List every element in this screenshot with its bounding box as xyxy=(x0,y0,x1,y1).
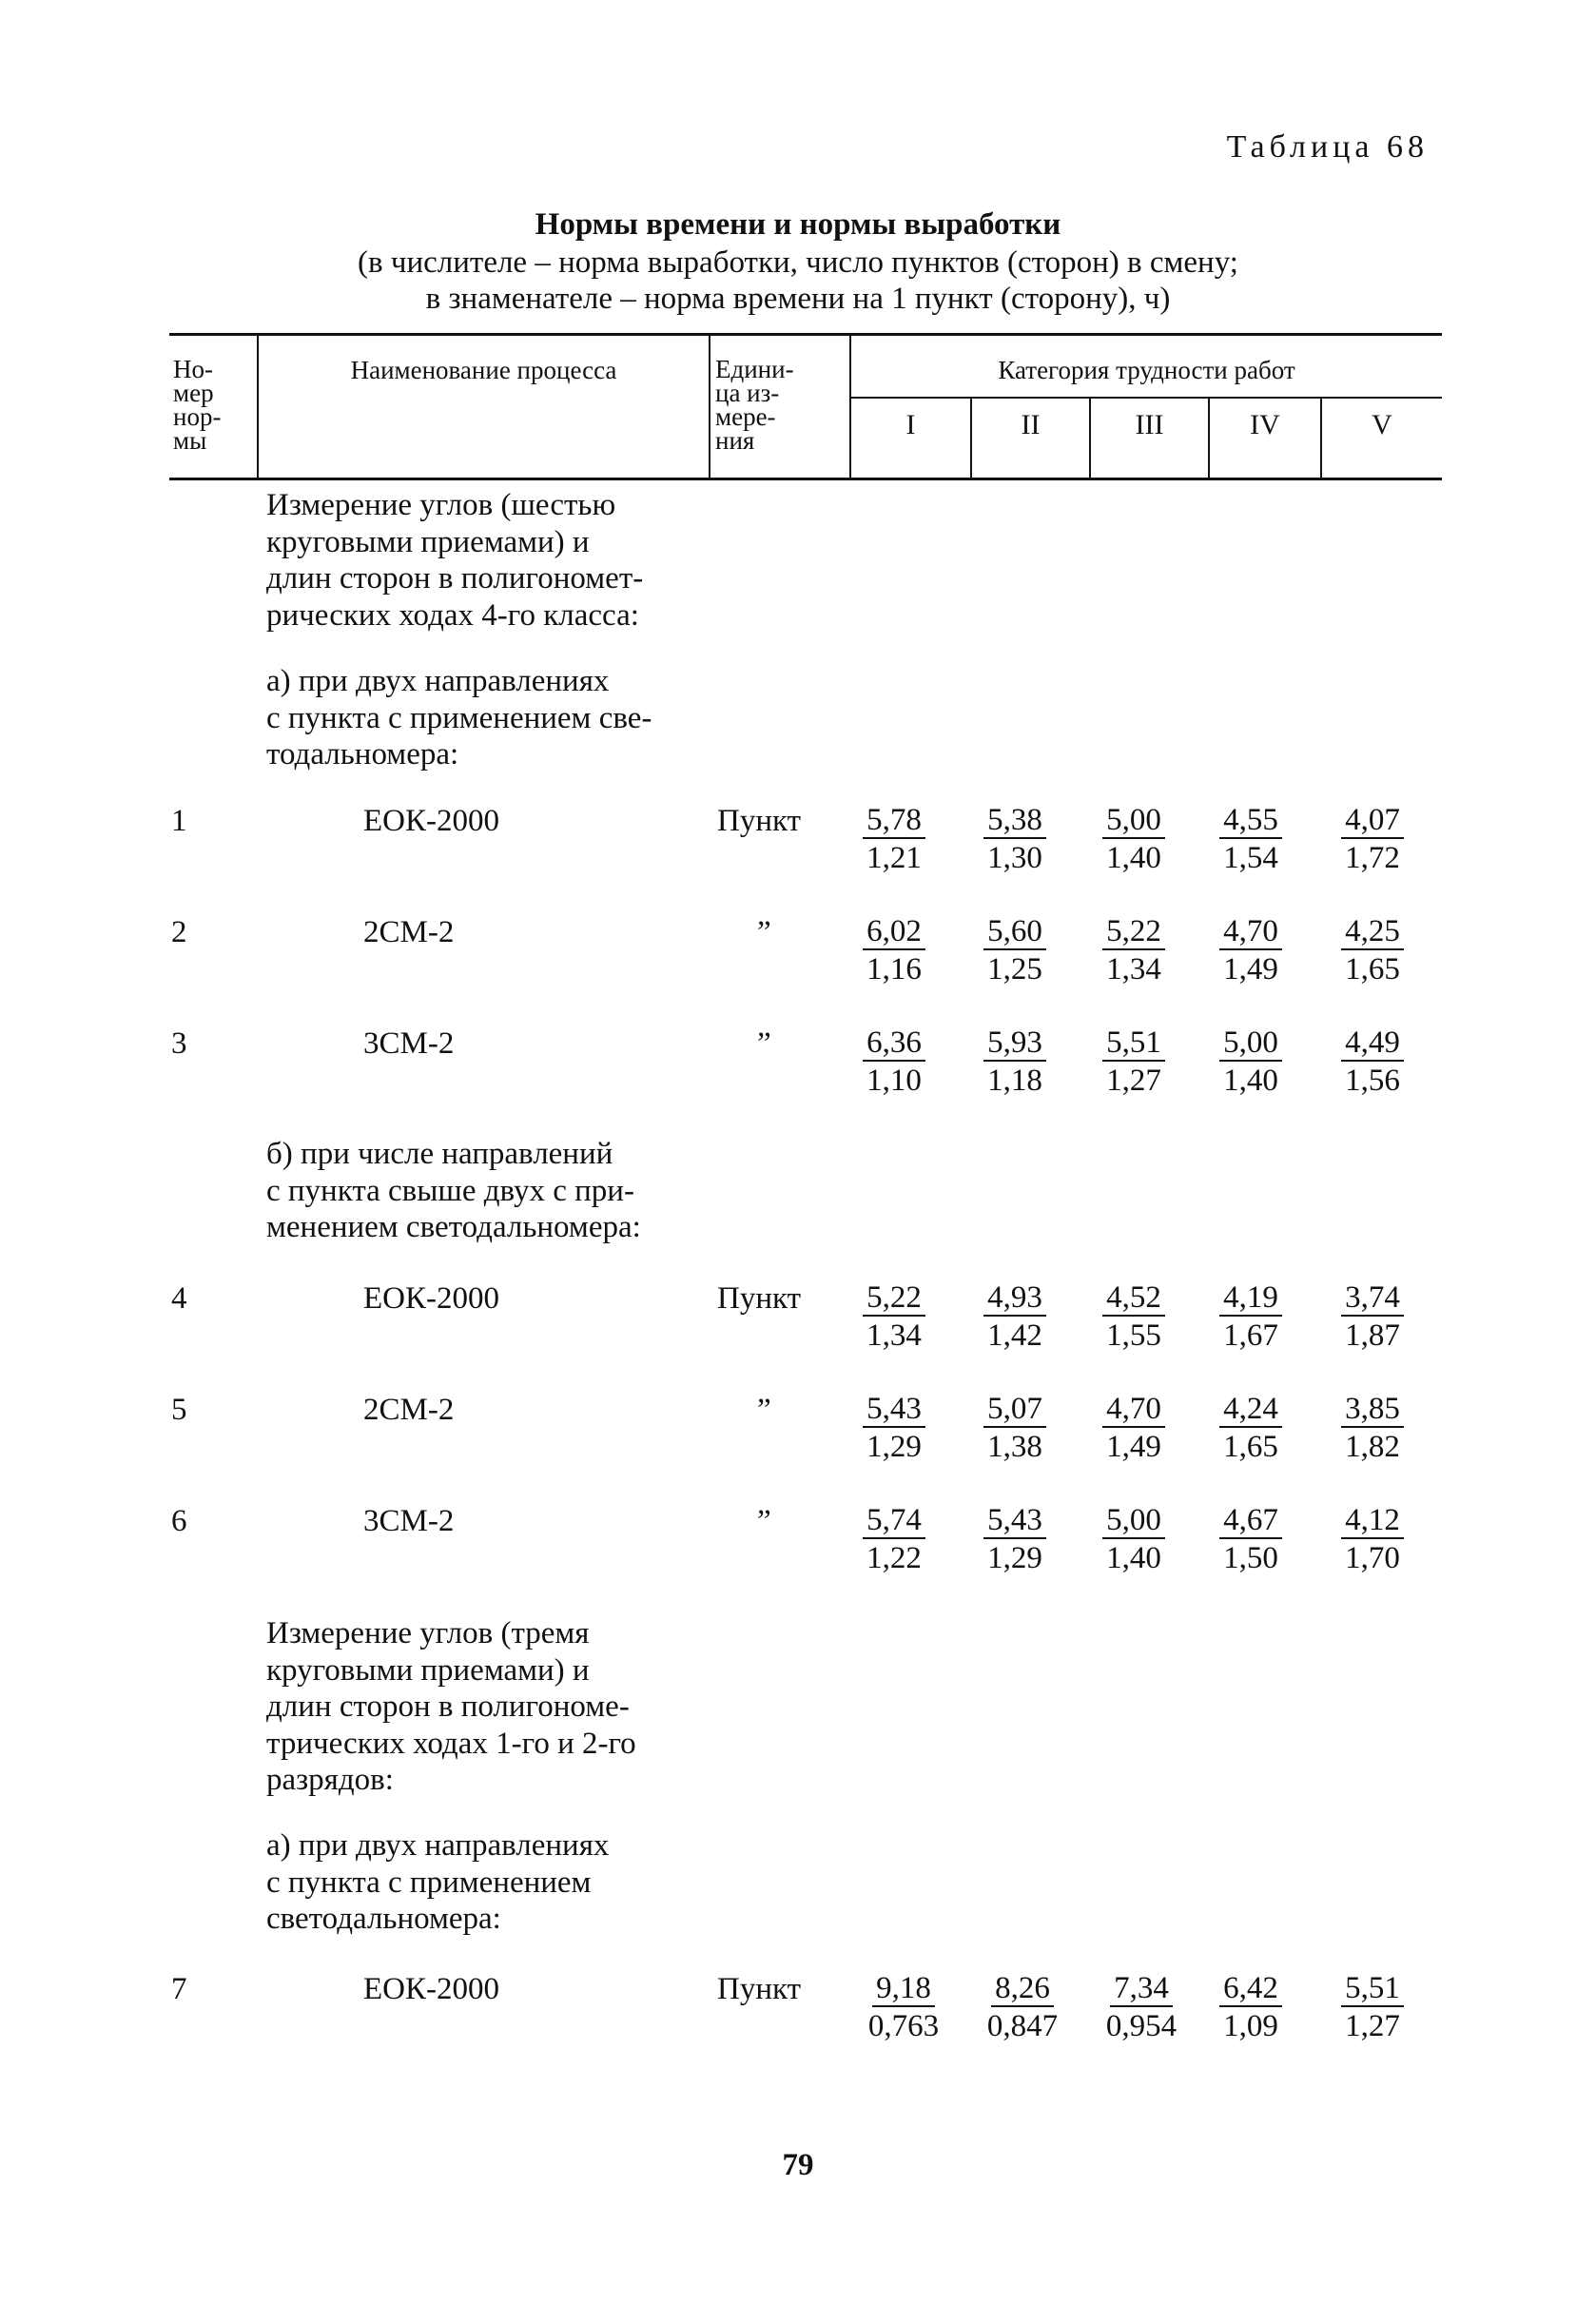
time-norm: 0,763 xyxy=(867,2009,940,2043)
output-norm: 5,51 xyxy=(1341,1971,1404,2007)
time-norm: 0,954 xyxy=(1105,2009,1178,2043)
output-norm: 5,43 xyxy=(863,1392,925,1428)
output-norm: 7,34 xyxy=(1110,1971,1173,2007)
row-process-name: ЕОК-2000 xyxy=(363,804,499,838)
value-cell xyxy=(1315,1279,1430,1355)
output-norm: 4,25 xyxy=(1341,914,1404,950)
output-norm: 4,12 xyxy=(1341,1503,1404,1539)
time-norm: 1,54 xyxy=(1223,841,1278,875)
row-process-name: 3СМ-2 xyxy=(363,1504,455,1538)
page-number: 79 xyxy=(782,2148,814,2182)
section-heading: Измерение углов (тремя круговыми приемами) и длин сторон в полигономе- трических ходах 1-го и 2-го разрядов: xyxy=(266,1616,636,1797)
header-process-name: Наименование процесса xyxy=(350,356,617,384)
time-norm: 1,50 xyxy=(1223,1541,1278,1575)
value-cell xyxy=(1077,1279,1191,1355)
row-process-name: 3СМ-2 xyxy=(363,1026,455,1061)
row-process-name: ЕОК-2000 xyxy=(363,1281,499,1316)
time-norm: 1,67 xyxy=(1223,1318,1278,1353)
output-norm: 5,93 xyxy=(983,1025,1046,1062)
value-cell xyxy=(1194,1969,1308,2045)
time-norm: 1,21 xyxy=(866,841,922,875)
time-norm: 1,38 xyxy=(987,1430,1042,1464)
value-cell xyxy=(1077,1390,1191,1466)
output-norm: 4,52 xyxy=(1102,1280,1165,1317)
value-cell xyxy=(1194,1024,1308,1100)
time-norm: 1,87 xyxy=(1345,1318,1400,1353)
header-category-i: I xyxy=(905,409,916,440)
value-cell xyxy=(1194,1390,1308,1466)
output-norm: 5,43 xyxy=(983,1503,1046,1539)
time-norm: 1,34 xyxy=(866,1318,922,1353)
output-norm: 5,00 xyxy=(1219,1025,1282,1062)
time-norm: 1,40 xyxy=(1106,841,1161,875)
header-col-divider xyxy=(709,335,710,478)
output-norm: 6,42 xyxy=(1219,1971,1282,2007)
value-cell xyxy=(1077,1501,1191,1577)
header-category-iii: III xyxy=(1135,409,1164,440)
output-norm: 5,38 xyxy=(983,803,1046,839)
output-norm: 4,70 xyxy=(1102,1392,1165,1428)
time-norm: 1,56 xyxy=(1345,1064,1400,1098)
row-process-name: ЕОК-2000 xyxy=(363,1972,499,2006)
value-cell xyxy=(1315,1390,1430,1466)
row-unit: ” xyxy=(757,1393,771,1427)
value-cell xyxy=(958,1279,1072,1355)
output-norm: 4,67 xyxy=(1219,1503,1282,1539)
table-top-rule xyxy=(169,333,1442,336)
value-cell xyxy=(1315,1969,1430,2045)
output-norm: 4,49 xyxy=(1341,1025,1404,1062)
output-norm: 6,02 xyxy=(863,914,925,950)
subsection-heading: б) при числе направлений с пункта свыше двух с при- менением светодальномера: xyxy=(266,1137,641,1244)
row-number: 5 xyxy=(171,1393,187,1427)
time-norm: 1,22 xyxy=(866,1541,922,1575)
value-cell xyxy=(1194,1501,1308,1577)
value-cell xyxy=(958,801,1072,877)
value-cell xyxy=(1315,912,1430,988)
table-number: Таблица 68 xyxy=(1226,129,1429,165)
time-norm: 1,82 xyxy=(1345,1430,1400,1464)
row-number: 2 xyxy=(171,915,187,949)
row-number: 1 xyxy=(171,804,187,838)
value-cell xyxy=(958,1390,1072,1466)
time-norm: 1,29 xyxy=(866,1430,922,1464)
value-cell xyxy=(842,1969,965,2045)
row-unit: ” xyxy=(757,915,771,949)
value-cell xyxy=(837,801,951,877)
table-subtitle-denominator: в знаменателе – норма времени на 1 пункт (сторону), ч) xyxy=(425,282,1171,316)
time-norm: 1,16 xyxy=(866,952,922,986)
output-norm: 4,24 xyxy=(1219,1392,1282,1428)
row-unit: Пункт xyxy=(717,804,802,838)
time-norm: 1,27 xyxy=(1345,2009,1400,2043)
time-norm: 1,65 xyxy=(1345,952,1400,986)
subsection-heading: а) при двух направлениях с пункта с применением све- тодальномера: xyxy=(266,664,652,771)
value-cell xyxy=(1194,1279,1308,1355)
row-process-name: 2СМ-2 xyxy=(363,915,455,949)
value-cell xyxy=(958,1024,1072,1100)
value-cell xyxy=(837,1390,951,1466)
output-norm: 4,19 xyxy=(1219,1280,1282,1317)
value-cell xyxy=(837,912,951,988)
output-norm: 8,26 xyxy=(991,1971,1054,2007)
time-norm: 1,40 xyxy=(1106,1541,1161,1575)
output-norm: 5,00 xyxy=(1102,1503,1165,1539)
output-norm: 5,51 xyxy=(1102,1025,1165,1062)
output-norm: 4,70 xyxy=(1219,914,1282,950)
table-title: Нормы времени и нормы выработки xyxy=(535,207,1061,242)
row-unit: Пункт xyxy=(717,1281,802,1316)
row-number: 7 xyxy=(171,1972,187,2006)
table-subtitle-numerator: (в числителе – норма выработки, число пунктов (сторон) в смену; xyxy=(358,245,1238,280)
row-number: 6 xyxy=(171,1504,187,1538)
time-norm: 1,72 xyxy=(1345,841,1400,875)
time-norm: 1,18 xyxy=(987,1064,1042,1098)
time-norm: 1,30 xyxy=(987,841,1042,875)
time-norm: 1,25 xyxy=(987,952,1042,986)
value-cell xyxy=(961,1969,1084,2045)
header-category-v: V xyxy=(1372,409,1392,440)
time-norm: 1,40 xyxy=(1223,1064,1278,1098)
header-col-divider xyxy=(849,335,851,478)
value-cell xyxy=(1077,801,1191,877)
row-number: 4 xyxy=(171,1281,187,1316)
output-norm: 6,36 xyxy=(863,1025,925,1062)
header-unit: Едини- ца из- мере- ния xyxy=(715,355,794,455)
value-cell xyxy=(837,1501,951,1577)
row-unit: Пункт xyxy=(717,1972,802,2006)
time-norm: 1,65 xyxy=(1223,1430,1278,1464)
subsection-heading: а) при двух направлениях с пункта с применением светодальномера: xyxy=(266,1828,610,1936)
output-norm: 5,22 xyxy=(1102,914,1165,950)
time-norm: 1,34 xyxy=(1106,952,1161,986)
row-unit: ” xyxy=(757,1504,771,1538)
value-cell xyxy=(1077,912,1191,988)
output-norm: 5,74 xyxy=(863,1503,925,1539)
time-norm: 0,847 xyxy=(986,2009,1059,2043)
value-cell xyxy=(958,912,1072,988)
value-cell xyxy=(1080,1969,1203,2045)
value-cell xyxy=(837,1024,951,1100)
time-norm: 1,29 xyxy=(987,1541,1042,1575)
header-category: Категория трудности работ xyxy=(998,356,1295,384)
section-heading: Измерение углов (шестью круговыми приемами) и длин сторон в полигономет- рических ходах 4-го класса: xyxy=(266,488,644,633)
value-cell xyxy=(1077,1024,1191,1100)
value-cell xyxy=(958,1501,1072,1577)
row-unit: ” xyxy=(757,1026,771,1061)
time-norm: 1,49 xyxy=(1106,1430,1161,1464)
header-category-ii: II xyxy=(1021,409,1041,440)
time-norm: 1,10 xyxy=(866,1064,922,1098)
category-divider-rule xyxy=(849,397,1442,399)
output-norm: 5,60 xyxy=(983,914,1046,950)
value-cell xyxy=(1315,1501,1430,1577)
output-norm: 4,07 xyxy=(1341,803,1404,839)
header-category-iv: IV xyxy=(1250,409,1280,440)
time-norm: 1,55 xyxy=(1106,1318,1161,1353)
value-cell xyxy=(1315,801,1430,877)
value-cell xyxy=(1315,1024,1430,1100)
row-number: 3 xyxy=(171,1026,187,1061)
time-norm: 1,42 xyxy=(987,1318,1042,1353)
output-norm: 9,18 xyxy=(872,1971,935,2007)
output-norm: 5,00 xyxy=(1102,803,1165,839)
value-cell xyxy=(1194,912,1308,988)
time-norm: 1,49 xyxy=(1223,952,1278,986)
time-norm: 1,70 xyxy=(1345,1541,1400,1575)
output-norm: 4,55 xyxy=(1219,803,1282,839)
output-norm: 3,74 xyxy=(1341,1280,1404,1317)
output-norm: 3,85 xyxy=(1341,1392,1404,1428)
value-cell xyxy=(837,1279,951,1355)
output-norm: 5,22 xyxy=(863,1280,925,1317)
output-norm: 5,78 xyxy=(863,803,925,839)
time-norm: 1,27 xyxy=(1106,1064,1161,1098)
time-norm: 1,09 xyxy=(1223,2009,1278,2043)
value-cell xyxy=(1194,801,1308,877)
header-bottom-rule xyxy=(169,478,1442,480)
output-norm: 4,93 xyxy=(983,1280,1046,1317)
row-process-name: 2СМ-2 xyxy=(363,1393,455,1427)
header-col-divider xyxy=(257,335,259,478)
output-norm: 5,07 xyxy=(983,1392,1046,1428)
header-norm-number: Но- мер нор- мы xyxy=(173,355,222,455)
